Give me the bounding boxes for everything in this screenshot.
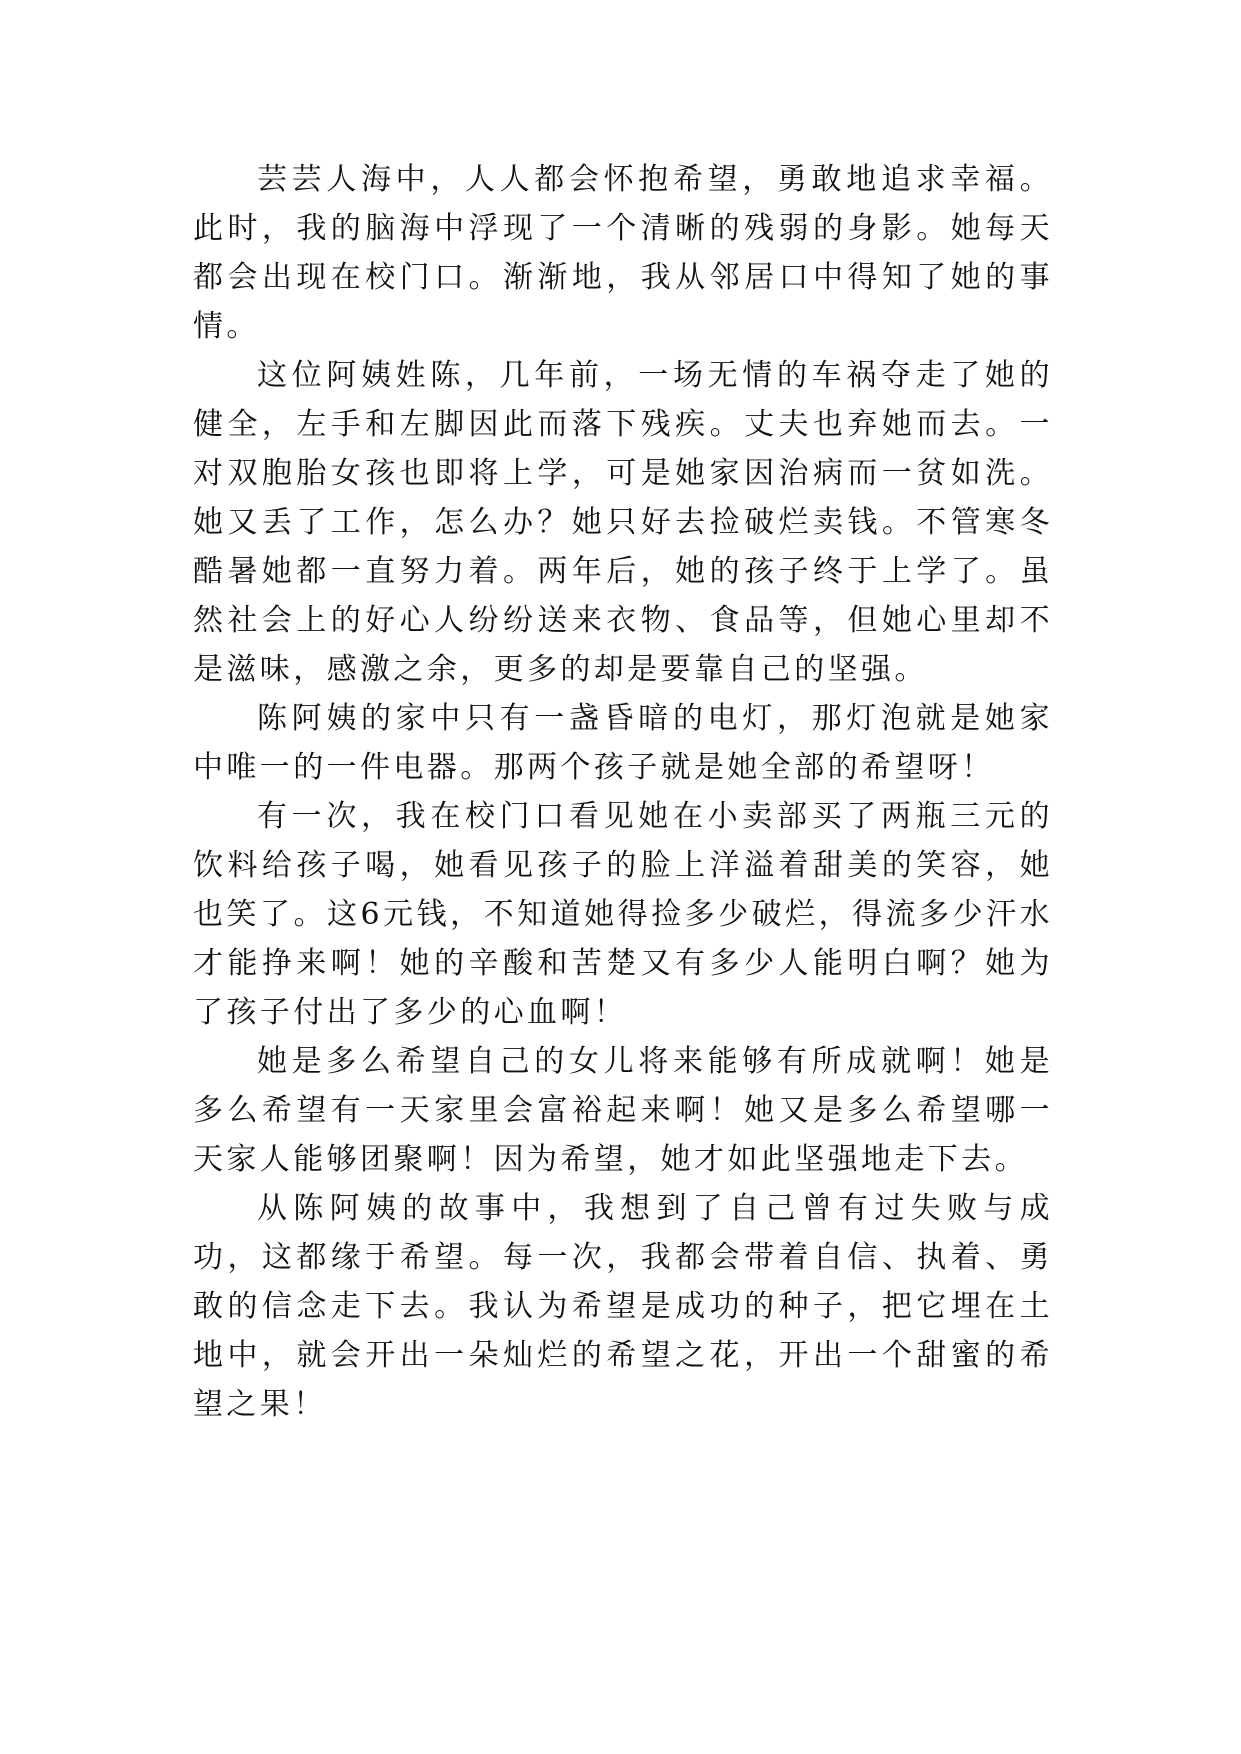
paragraph-4: 有一次，我在校门口看见她在小卖部买了两瓶三元的饮料给孩子喝，她看见孩子的脸上洋溢着甜美的笑容，她也笑了。这6元钱，不知道她得捡多少破烂，得流多少汗水才能挣来啊！她的辛酸和苦楚又有多少人能明白啊？她为了孩子付出了多少的心血啊！ (193, 799, 1053, 1030)
paragraph-3: 陈阿姨的家中只有一盏昏暗的电灯，那灯泡就是她家中唯一的一件电器。那两个孩子就是她全部的希望呀！ (193, 701, 1053, 785)
paragraph-2: 这位阿姨姓陈，几年前，一场无情的车祸夺走了她的健全，左手和左脚因此而落下残疾。丈夫也弃她而去。一对双胞胎女孩也即将上学，可是她家因治病而一贫如洗。她又丢了工作，怎么办？她只好去捡破烂卖钱。不管寒冬酷暑她都一直努力着。两年后，她的孩子终于上学了。虽然社会上的好心人纷纷送来衣物、食品等，但她心里却不是滋味，感激之余，更多的却是要靠自己的坚强。 (193, 358, 1053, 687)
paragraph-6: 从陈阿姨的故事中，我想到了自己曾有过失败与成功，这都缘于希望。每一次，我都会带着自信、执着、勇敢的信念走下去。我认为希望是成功的种子，把它埋在土地中，就会开出一朵灿烂的希望之花，开出一个甜蜜的希望之果！ (193, 1191, 1053, 1422)
document-body (193, 155, 1053, 1429)
paragraph-5: 她是多么希望自己的女儿将来能够有所成就啊！她是多么希望有一天家里会富裕起来啊！她又是多么希望哪一天家人能够团聚啊！因为希望，她才如此坚强地走下去。 (193, 1044, 1053, 1177)
paragraph-1: 芸芸人海中，人人都会怀抱希望，勇敢地追求幸福。此时，我的脑海中浮现了一个清晰的残弱的身影。她每天都会出现在校门口。渐渐地，我从邻居口中得知了她的事情。 (193, 162, 1053, 344)
